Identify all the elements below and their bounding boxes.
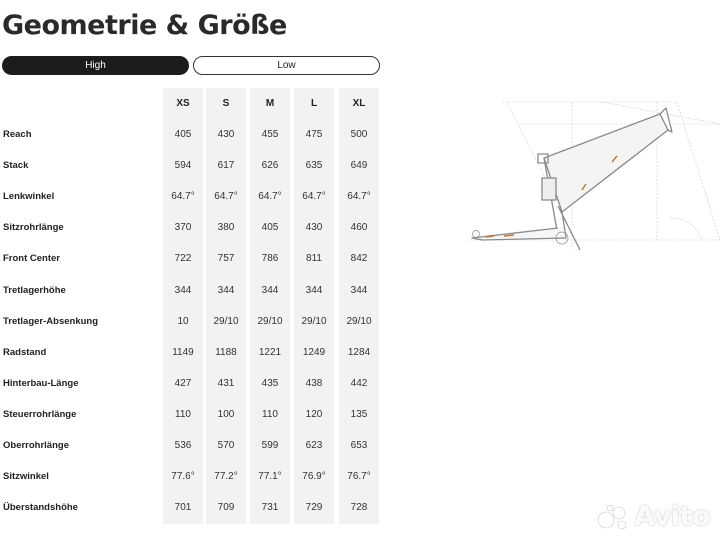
size-header-xs: XS — [176, 98, 190, 109]
size-column-background — [206, 88, 246, 524]
size-header-m: M — [265, 98, 275, 109]
table-cell: 431 — [217, 378, 235, 389]
size-column-background — [339, 88, 379, 524]
table-cell: 29/10 — [257, 316, 283, 327]
row-label: Lenkwinkel — [3, 191, 55, 202]
table-cell: 77.6° — [171, 471, 195, 482]
page-title: Geometrie & Größe — [2, 10, 287, 41]
bike-frame-diagram — [462, 100, 720, 275]
table-cell: 570 — [217, 440, 235, 451]
row-label: Sitzwinkel — [3, 471, 49, 482]
watermark-text: Avito — [634, 501, 710, 532]
row-label: Überstandshöhe — [3, 502, 78, 513]
size-column-background — [163, 88, 203, 524]
row-label: Front Center — [3, 253, 60, 264]
table-cell: 64.7° — [258, 191, 282, 202]
table-cell: 76.9° — [302, 471, 326, 482]
size-header-s: S — [222, 98, 230, 109]
row-label: Oberrohrlänge — [3, 440, 69, 451]
table-cell: 626 — [261, 160, 279, 171]
table-cell: 811 — [306, 253, 322, 264]
table-cell: 344 — [350, 285, 368, 296]
table-cell: 380 — [217, 222, 235, 233]
table-cell: 599 — [261, 440, 279, 451]
table-cell: 370 — [174, 222, 192, 233]
table-cell: 1284 — [347, 347, 371, 358]
table-cell: 427 — [174, 378, 192, 389]
table-cell: 455 — [261, 129, 279, 140]
table-cell: 536 — [174, 440, 192, 451]
table-cell: 110 — [175, 409, 191, 420]
table-cell: 731 — [261, 502, 279, 513]
table-cell: 786 — [261, 253, 279, 264]
table-cell: 442 — [350, 378, 368, 389]
table-cell: 701 — [174, 502, 192, 513]
size-header-xl: XL — [352, 98, 366, 109]
table-cell: 110 — [262, 409, 278, 420]
table-cell: 64.7° — [214, 191, 238, 202]
table-cell: 635 — [305, 160, 323, 171]
table-cell: 29/10 — [213, 316, 239, 327]
row-label: Reach — [3, 129, 32, 140]
table-cell: 430 — [305, 222, 323, 233]
table-cell: 64.7° — [347, 191, 371, 202]
table-cell: 10 — [177, 316, 189, 327]
row-label: Stack — [3, 160, 29, 171]
table-cell: 64.7° — [171, 191, 195, 202]
table-cell: 475 — [305, 129, 323, 140]
table-cell: 405 — [174, 129, 192, 140]
size-column-background — [294, 88, 334, 524]
table-cell: 460 — [350, 222, 368, 233]
toggle-low-button[interactable]: Low — [193, 56, 380, 75]
table-cell: 405 — [261, 222, 279, 233]
row-label: Steuerrohrlänge — [3, 409, 77, 420]
avito-logo-icon — [597, 504, 631, 530]
table-cell: 29/10 — [346, 316, 372, 327]
table-cell: 64.7° — [302, 191, 326, 202]
table-cell: 1149 — [172, 347, 194, 358]
table-cell: 120 — [305, 409, 323, 420]
row-label: Hinterbau-Länge — [3, 378, 79, 389]
toggle-high-button[interactable]: High — [2, 56, 189, 75]
row-label: Tretlagerhöhe — [3, 285, 66, 296]
table-cell: 77.2° — [214, 471, 238, 482]
size-column-background — [250, 88, 290, 524]
table-cell: 709 — [217, 502, 235, 513]
table-cell: 1188 — [215, 347, 237, 358]
table-cell: 344 — [174, 285, 192, 296]
table-cell: 728 — [350, 502, 368, 513]
table-cell: 77.1° — [258, 471, 282, 482]
table-cell: 435 — [261, 378, 279, 389]
table-cell: 29/10 — [301, 316, 327, 327]
row-label: Tretlager-Absenkung — [3, 316, 99, 327]
table-cell: 623 — [305, 440, 323, 451]
table-cell: 1249 — [302, 347, 326, 358]
avito-watermark — [597, 501, 710, 532]
table-cell: 842 — [350, 253, 368, 264]
table-cell: 594 — [174, 160, 192, 171]
table-cell: 757 — [217, 253, 235, 264]
table-cell: 1221 — [258, 347, 282, 358]
table-cell: 617 — [217, 160, 235, 171]
table-cell: 649 — [350, 160, 368, 171]
table-cell: 344 — [217, 285, 235, 296]
table-cell: 653 — [350, 440, 368, 451]
table-cell: 500 — [350, 129, 368, 140]
table-cell: 344 — [305, 285, 323, 296]
table-cell: 430 — [217, 129, 235, 140]
row-label: Radstand — [3, 347, 47, 358]
table-cell: 135 — [350, 409, 368, 420]
table-cell: 729 — [305, 502, 323, 513]
table-cell: 344 — [261, 285, 279, 296]
table-cell: 438 — [305, 378, 323, 389]
table-cell: 100 — [217, 409, 235, 420]
table-cell: 722 — [174, 253, 192, 264]
table-cell: 76.7° — [347, 471, 371, 482]
row-label: Sitzrohrlänge — [3, 222, 64, 233]
size-header-l: L — [310, 98, 318, 109]
